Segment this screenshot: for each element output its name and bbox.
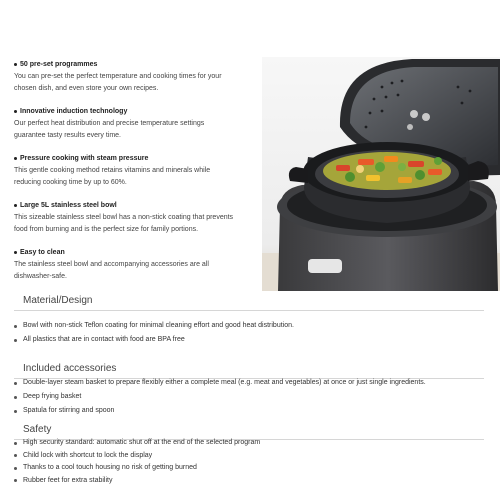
feature-item bbox=[14, 248, 264, 282]
bullet-icon bbox=[14, 454, 17, 457]
material-list bbox=[14, 319, 494, 347]
feature-description: This gentle cooking method retains vitamins and minerals while reducing cooking time by up to 60%. bbox=[14, 167, 211, 186]
feature-description: The stainless steel bowl and accompanying accessories are all dishwasher-safe. bbox=[14, 261, 209, 280]
list-item: All plastics that are in contact with food are BPA free bbox=[14, 333, 494, 347]
bullet-icon bbox=[14, 442, 17, 445]
list-item: Rubber feet for extra stability bbox=[14, 475, 494, 488]
product-photo bbox=[262, 57, 500, 291]
bullet-icon bbox=[14, 157, 17, 160]
list-item: High security standard: automatic shut off at the end of the selected program bbox=[14, 437, 494, 450]
bullet-icon bbox=[14, 204, 17, 207]
list-item: Spatula for stirring and spoon bbox=[14, 404, 494, 418]
list-item: Child lock with shortcut to lock the display bbox=[14, 450, 494, 463]
list-item: Thanks to a cool touch housing no risk of getting burned bbox=[14, 462, 494, 475]
multicooker-illustration bbox=[262, 57, 500, 291]
list-item: Bowl with non-stick Teflon coating for minimal cleaning effort and good heat distribution. bbox=[14, 319, 494, 333]
feature-title: Easy to clean bbox=[20, 249, 65, 256]
bullet-icon bbox=[14, 396, 17, 399]
feature-description: This sizeable stainless steel bowl has a non-stick coating that prevents food from burning and is the perfect size for family portions. bbox=[14, 214, 234, 233]
divider bbox=[14, 310, 484, 311]
feature-description: You can pre-set the perfect temperature and cooking times for your chosen dish, and even store your own recipes. bbox=[14, 73, 222, 92]
bullet-icon bbox=[14, 339, 17, 342]
bullet-icon bbox=[14, 63, 17, 66]
bullet-icon bbox=[14, 382, 17, 385]
bullet-icon bbox=[14, 410, 17, 413]
feature-title: Innovative induction technology bbox=[20, 108, 128, 115]
feature-item bbox=[14, 107, 264, 141]
bullet-icon bbox=[14, 110, 17, 113]
list-item: Double-layer steam basket to prepare flexibly either a complete meal (e.g. meat and vegetables) at once or just single ingredients. bbox=[14, 376, 494, 390]
section-heading: Material/Design bbox=[23, 295, 93, 306]
bullet-icon bbox=[14, 479, 17, 482]
feature-title: 50 pre-set programmes bbox=[20, 61, 98, 68]
feature-title: Pressure cooking with steam pressure bbox=[20, 155, 149, 162]
bullet-icon bbox=[14, 251, 17, 254]
safety-list bbox=[14, 437, 494, 487]
feature-description: Our perfect heat distribution and precise temperature settings guarantee tasty results every time. bbox=[14, 120, 205, 139]
accessories-list bbox=[14, 376, 494, 418]
feature-item bbox=[14, 154, 264, 188]
bullet-icon bbox=[14, 467, 17, 470]
section-heading: Included accessories bbox=[23, 363, 117, 374]
bullet-icon bbox=[14, 325, 17, 328]
feature-item bbox=[14, 201, 264, 235]
feature-title: Large 5L stainless steel bowl bbox=[20, 202, 117, 209]
list-item: Deep frying basket bbox=[14, 390, 494, 404]
feature-item bbox=[14, 60, 264, 94]
section-heading: Safety bbox=[23, 424, 52, 435]
